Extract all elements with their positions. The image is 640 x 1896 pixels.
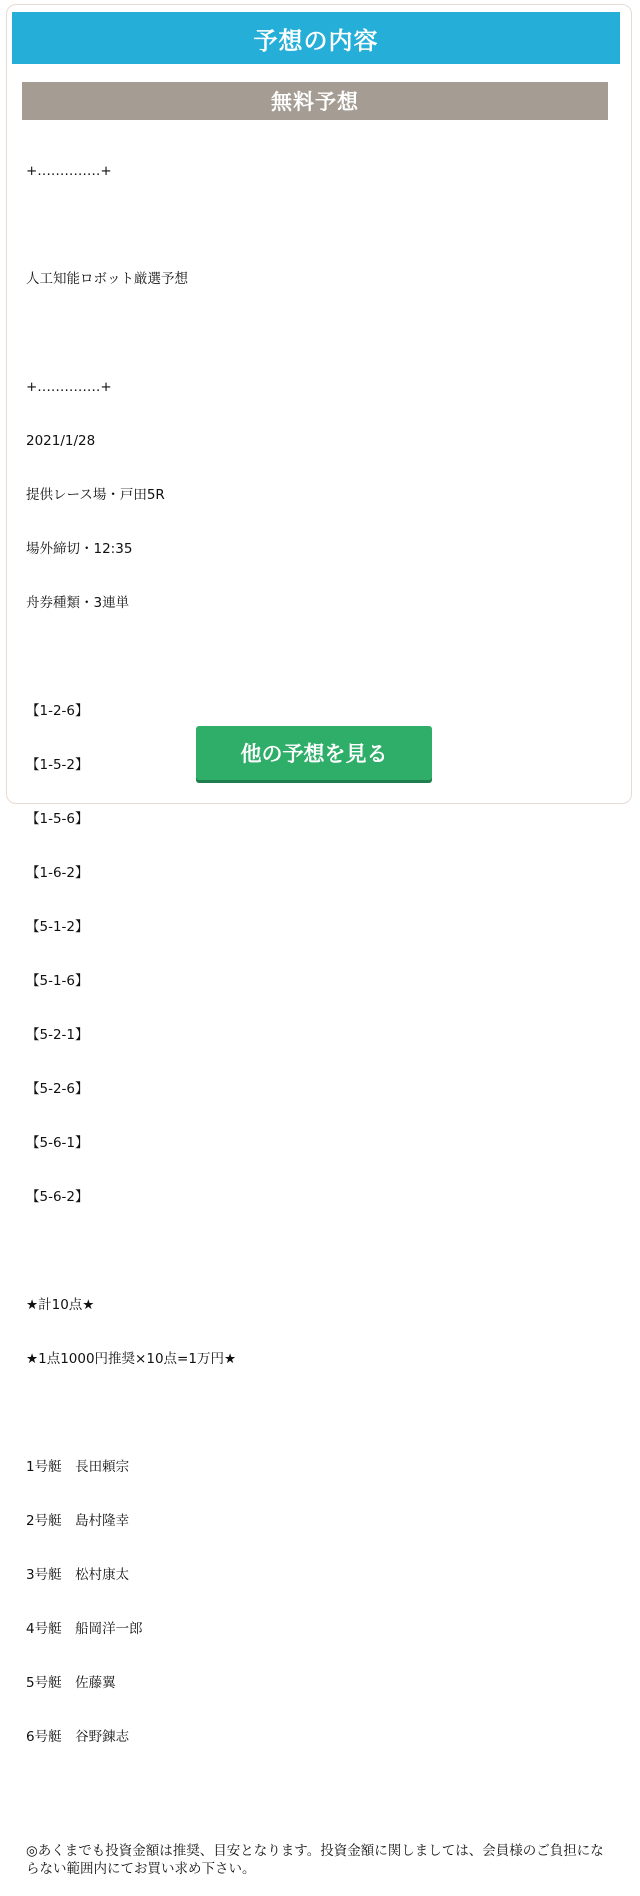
content-line: 【5-1-2】 <box>26 919 89 935</box>
view-other-predictions-button[interactable] <box>196 726 432 780</box>
content-line: 【1-2-6】 <box>26 703 89 719</box>
section-title <box>22 82 608 120</box>
content-line: 【1-6-2】 <box>26 865 89 881</box>
content-line: 提供レース場・戸田5R <box>26 487 165 503</box>
content-line <box>26 1782 606 1800</box>
content-line: +‥‥‥‥‥‥‥+ <box>26 379 112 395</box>
content-line <box>26 648 606 666</box>
content-line: +‥‥‥‥‥‥‥+ <box>26 163 112 179</box>
content-line: 2021/1/28 <box>26 433 96 449</box>
content-line: 【5-2-1】 <box>26 1027 89 1043</box>
content-line <box>26 1242 606 1260</box>
content-line <box>26 216 606 234</box>
content-line: 人工知能ロボット厳選予想 <box>26 271 188 287</box>
content-line: 場外締切・12:35 <box>26 541 133 557</box>
content-line: 舟券種類・3連単 <box>26 595 130 611</box>
content-line: 【1-5-6】 <box>26 811 89 827</box>
page-title-text: 予想の内容 <box>253 26 379 55</box>
content-line: 5号艇 佐藤翼 <box>26 1675 116 1691</box>
content-line: 6号艇 谷野錬志 <box>26 1729 130 1745</box>
page-title <box>12 12 620 64</box>
content-line: 【1-5-2】 <box>26 757 89 773</box>
content-line: 4号艇 船岡洋一郎 <box>26 1621 143 1637</box>
content-line: 【5-1-6】 <box>26 973 89 989</box>
investment-note: ◎あくまでも投資金額は推奨、目安となります。投資金額に関しましては、会員様のご負担にならない範囲内にてお買い求め下さい。 <box>26 1843 604 1877</box>
content-line: 【5-2-6】 <box>26 1081 89 1097</box>
section-title-text: 無料予想 <box>271 90 359 114</box>
content-line <box>26 1404 606 1422</box>
content-line <box>26 324 606 342</box>
content-line: ★1点1000円推奨×10点=1万円★ <box>26 1351 237 1367</box>
content-line: 3号艇 松村康太 <box>26 1567 130 1583</box>
content-line: 1号艇 長田頼宗 <box>26 1459 130 1475</box>
content-line: ★計10点★ <box>26 1297 95 1313</box>
content-line: 【5-6-2】 <box>26 1189 89 1205</box>
content-line: 2号艇 島村隆幸 <box>26 1513 130 1529</box>
content-line: 【5-6-1】 <box>26 1135 89 1151</box>
prediction-content <box>26 126 606 1896</box>
view-other-predictions-label: 他の予想を見る <box>240 742 388 766</box>
